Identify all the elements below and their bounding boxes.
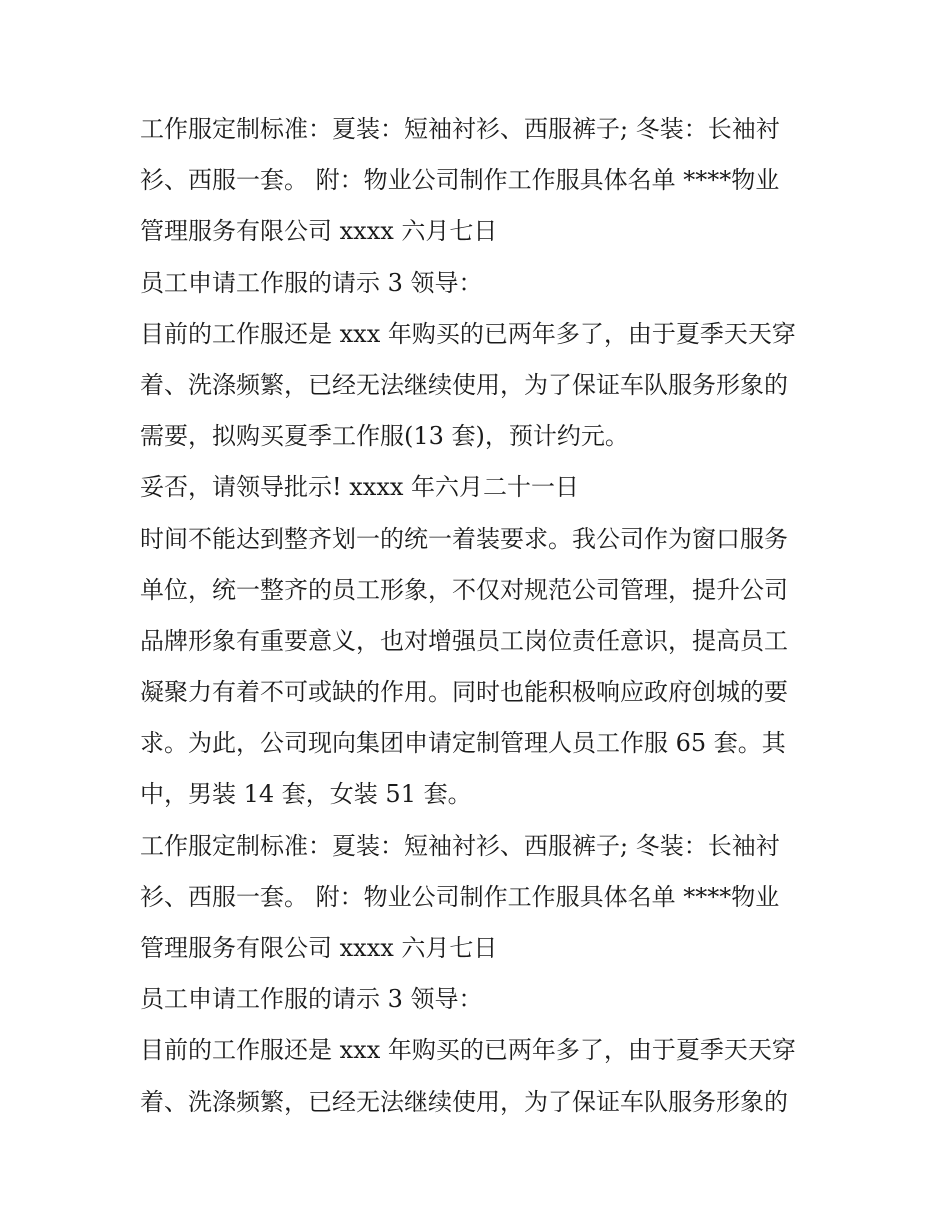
text-line: 单位，统一整齐的员工形象，不仅对规范公司管理，提升公司 [140,575,788,604]
text-line: 着、洗涤频繁，已经无法继续使用，为了保证车队服务形象的 [140,1087,788,1116]
text-line: 目前的工作服还是 xxx 年购买的已两年多了，由于夏季天天穿 [140,1036,796,1065]
text-line: 妥否，请领导批示! xxxx 年六月二十一日 [140,473,580,502]
text-line: 着、洗涤频繁，已经无法继续使用，为了保证车队服务形象的 [140,370,788,399]
text-line: 凝聚力有着不可或缺的作用。同时也能积极响应政府创城的要 [140,678,788,707]
text-line: 工作服定制标准：夏装：短袖衬衫、西服裤子; 冬装：长袖衬 [140,115,780,143]
text-line: 衫、西服一套。 附：物业公司制作工作服具体名单 ****物业 [140,882,780,911]
text-line: 品牌形象有重要意义，也对增强员工岗位责任意识，提高员工 [140,626,788,655]
text-line: 员工申请工作服的请示 3 领导： [140,985,483,1014]
text-line: 需要，拟购买夏季工作服(13 套)，预计约元。 [140,422,629,451]
text-line: 管理服务有限公司 xxxx 六月七日 [140,217,498,246]
document-body [140,104,820,1128]
text-line: 衫、西服一套。 附：物业公司制作工作服具体名单 ****物业 [140,166,780,195]
text-line: 工作服定制标准：夏装：短袖衬衫、西服裤子; 冬装：长袖衬 [140,831,780,860]
text-line: 目前的工作服还是 xxx 年购买的已两年多了，由于夏季天天穿 [140,319,796,348]
text-line: 员工申请工作服的请示 3 领导： [140,268,483,297]
text-line: 时间不能达到整齐划一的统一着装要求。我公司作为窗口服务 [140,524,788,553]
text-line: 求。为此，公司现向集团申请定制管理人员工作服 65 套。其 [140,729,786,758]
text-line: 管理服务有限公司 xxxx 六月七日 [140,934,498,962]
text-line: 中，男装 14 套，女装 51 套。 [140,780,472,809]
